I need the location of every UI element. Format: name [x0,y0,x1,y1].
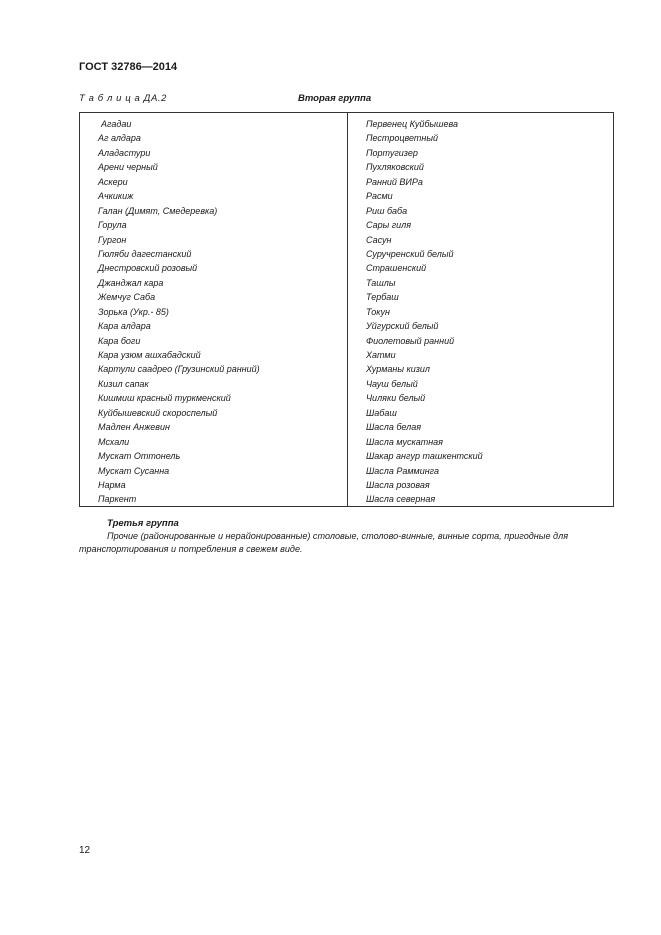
table-cell: Пухляковский [366,162,424,173]
table-cell: Португизер [366,147,418,158]
table-cell: Мускат Сусанна [98,465,170,476]
column-divider [347,113,348,506]
table-cell: Аскери [98,176,128,187]
table-cell: Горула [98,220,127,231]
table-cell: Мускат Оттонель [98,451,181,462]
page-number: 12 [79,845,91,856]
table-cell: Сары гиля [366,220,412,231]
varieties-table [79,112,614,507]
table-cell: Сасун [366,234,392,245]
table-cell: Фиолетовый ранний [366,335,455,346]
table-cell: Аг алдара [98,133,141,144]
table-cell: Кара алдара [98,321,151,332]
table-cell: Шасла северная [366,494,436,505]
table-cell: Шабаш [366,407,397,418]
table-cell: Гюляби дагестанский [98,248,192,259]
table-cell: Чиляки белый [366,393,426,404]
table-cell: Нарма [98,479,126,490]
table-cell: Днестровский розовый [98,263,198,274]
table-cell: Ранний ВИРа [366,176,423,187]
right-column [366,117,483,507]
table-cell: Агадаи [101,119,132,129]
third-group-text: Прочие (районированные и нерайонированные) столовые, столово-винные, винные сорта, пригодные для транспортирования и потребления в свежем виде. [79,531,569,554]
table-cell: Токун [366,306,390,317]
table-cell: Первенец Куйбышева [366,119,459,129]
table-cell: Шасла белая [366,422,422,433]
table-cell: Паркент [98,494,137,505]
table-cell: Кишмиш красный туркменский [98,393,231,404]
document-header: ГОСТ 32786—2014 [79,61,178,73]
table-cell: Шасла мускатная [366,436,443,447]
table-cell: Хурманы кизил [366,364,430,375]
table-cell: Мадлен Анжевин [98,422,170,433]
table-cell: Тербаш [366,292,399,303]
table-cell: Чауш белый [366,378,418,389]
table-cell: Джанджал кара [98,277,164,288]
table-cell: Картули саадрео (Грузинский ранний) [98,364,260,375]
table-cell: Арени черный [98,162,158,173]
table-cell: Ачкикиж [98,191,134,202]
table-cell: Галан (Димят, Смедеревка) [98,205,218,216]
table-cell: Кара узюм ашхабадский [98,350,201,360]
table-cell: Кизил сапак [98,378,149,389]
table-cell: Жемчуг Саба [98,292,156,303]
table-label: Т а б л и ц а ДА.2 [79,93,168,104]
table-cell: Куйбышевский скороспелый [98,407,218,418]
table-cell: Риш баба [366,205,408,216]
table-cell: Гургон [98,234,127,245]
table-cell: Кара боги [98,335,141,346]
table-title: Вторая группа [298,93,372,104]
table-cell: Зорька (Укр.- 85) [98,306,169,317]
table-cell: Суручренский белый [366,248,454,259]
table-cell: Расми [366,191,393,202]
table-cell: Уйгурский белый [366,321,439,332]
table-cell: Ташлы [366,277,396,288]
table-cell: Страшенский [366,263,427,274]
left-column [98,117,260,507]
table-cell: Шасла Рамминга [366,465,440,476]
table-cell: Пестроцветный [366,133,438,144]
table-cell: Аладастури [98,147,151,158]
table-cell: Шасла розовая [366,479,430,490]
table-cell: Хатми [366,350,396,360]
table-cell: Шакар ангур ташкентский [366,451,483,462]
table-cell: Мсхали [98,436,130,447]
third-group-title: Третья группа [107,518,179,529]
